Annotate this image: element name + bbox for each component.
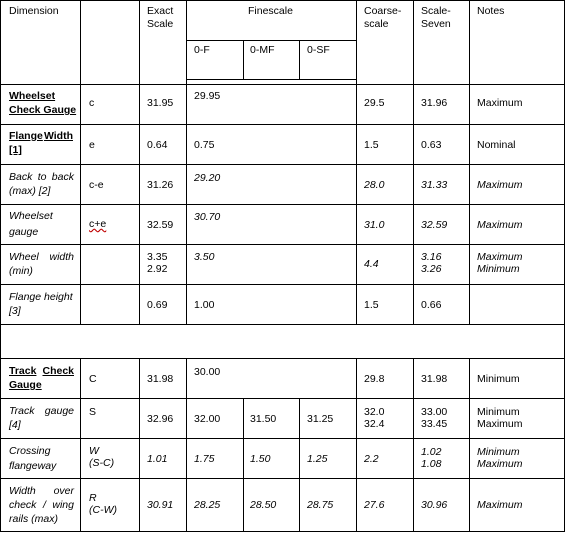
wheel-width-word2: width (49, 251, 74, 263)
table-rule (0, 438, 565, 439)
header-exact-scale-line1: Exact (147, 5, 174, 17)
flange-width-symbol: e (89, 139, 95, 151)
flange-width-label-line1 (9, 130, 73, 143)
width-over-check-notes: Maximum (477, 499, 523, 511)
header-0sf: 0-SF (307, 44, 330, 56)
table-rule (299, 398, 300, 532)
width-over-check-seven: 30.96 (421, 499, 448, 511)
crossing-notes-min: Minimum (477, 446, 520, 458)
wheelset-gauge-label-line1: Wheelset (9, 210, 53, 222)
wheelset-gauge-label-line2: gauge (9, 226, 39, 238)
track-check-finescale: 30.00 (194, 366, 221, 378)
back-to-back-label-line1 (9, 171, 74, 184)
table-rule (0, 164, 565, 165)
flange-height-seven: 0.66 (421, 299, 442, 311)
wheelset-check-notes: Maximum (477, 97, 523, 109)
header-seven-line2: Seven (421, 18, 451, 30)
table-rule (0, 358, 565, 359)
wheelset-gauge-notes: Maximum (477, 219, 523, 231)
table-rule (0, 531, 565, 532)
wheelset-check-exact: 31.95 (147, 97, 174, 109)
table-rule (0, 124, 565, 125)
wheel-width-exact-max: 3.35 (147, 251, 168, 263)
crossing-symbol-line1: W (89, 445, 99, 457)
wheelset-check-symbol: c (89, 97, 95, 109)
width-over-check-exact: 30.91 (147, 499, 174, 511)
back-to-back-exact: 31.26 (147, 179, 174, 191)
track-check-coarse: 29.8 (364, 373, 385, 385)
track-gauge-exact: 32.96 (147, 413, 174, 425)
track-check-word2: Check (42, 365, 74, 377)
crossing-seven-max: 1.08 (421, 458, 442, 470)
table-rule (0, 478, 565, 479)
table-rule (299, 40, 300, 80)
header-dimension: Dimension (9, 5, 59, 17)
header-seven-line1: Scale- (421, 5, 451, 17)
header-exact-scale-line2: Scale (147, 18, 174, 30)
flange-height-label-line1: Flange height (9, 291, 73, 303)
width-over-check-0mf: 28.50 (250, 499, 277, 511)
flange-width-label-line2: [1] (9, 144, 22, 156)
table-rule (80, 0, 81, 324)
table-rule (139, 358, 140, 532)
track-check-notes: Minimum (477, 373, 520, 385)
crossing-notes-max: Maximum (477, 458, 523, 470)
wheel-width-notes-min: Minimum (477, 263, 520, 275)
track-gauge-label-line1 (9, 405, 74, 418)
track-check-seven: 31.98 (421, 373, 448, 385)
wheel-width-seven-min: 3.26 (421, 263, 442, 275)
width-over-check-word1: Width (9, 485, 36, 497)
wheel-width-exact-min: 2.92 (147, 263, 168, 275)
track-gauge-notes-min: Minimum (477, 406, 520, 418)
track-gauge-0mf: 31.50 (250, 413, 277, 425)
back-to-back-seven: 31.33 (421, 179, 448, 191)
header-finescale: Finescale (248, 5, 293, 17)
width-over-check-coarse: 27.6 (364, 499, 385, 511)
wheelset-check-label-line2: Check Gauge (9, 104, 77, 116)
wheelset-gauge-finescale: 30.70 (194, 211, 221, 223)
track-gauge-notes-max: Maximum (477, 418, 523, 430)
track-gauge-0f: 32.00 (194, 413, 221, 425)
flange-width-word2: Width (43, 130, 73, 142)
crossing-label-line1: Crossing (9, 445, 51, 457)
back-to-back-coarse: 28.0 (364, 179, 385, 191)
flange-width-notes: Nominal (477, 139, 516, 151)
width-over-check-0sf: 28.75 (307, 499, 334, 511)
crossing-coarse: 2.2 (364, 453, 379, 465)
width-over-check-word5: wing (52, 499, 74, 511)
track-gauge-word1: Track (9, 405, 35, 417)
wheelset-check-finescale: 29.95 (194, 90, 221, 102)
back-to-back-notes: Maximum (477, 179, 523, 191)
table-rule (80, 358, 81, 532)
wheelset-check-coarse: 29.5 (364, 97, 385, 109)
table-rule (139, 0, 140, 324)
wheel-width-label-line2: (min) (9, 265, 33, 277)
header-0mf: 0-MF (250, 44, 275, 56)
width-over-check-word4: / (42, 499, 46, 511)
table-rule (186, 40, 356, 41)
crossing-0mf: 1.50 (250, 453, 271, 465)
table-rule (0, 204, 565, 205)
track-gauge-coarse-max: 32.4 (364, 418, 385, 430)
crossing-0f: 1.75 (194, 453, 215, 465)
width-over-check-symbol-line2: (C-W) (89, 504, 117, 516)
wheel-width-word1: Wheel (9, 251, 39, 263)
flange-width-exact: 0.64 (147, 139, 168, 151)
track-gauge-label-line2: [4] (9, 419, 21, 431)
wheel-width-seven-max: 3.16 (421, 251, 442, 263)
flange-height-coarse: 1.5 (364, 299, 379, 311)
table-rule (0, 244, 565, 245)
crossing-seven-min: 1.02 (421, 446, 442, 458)
width-over-check-word3: check (9, 499, 37, 511)
width-over-check-0f: 28.25 (194, 499, 221, 511)
crossing-0sf: 1.25 (307, 453, 328, 465)
flange-height-exact: 0.69 (147, 299, 168, 311)
track-check-symbol: C (89, 373, 97, 385)
flange-height-finescale: 1.00 (194, 299, 215, 311)
table-rule (243, 40, 244, 80)
back-to-back-finescale: 29.20 (194, 172, 221, 184)
crossing-symbol-line2: (S-C) (89, 457, 115, 469)
table-rule (356, 358, 357, 532)
track-check-exact: 31.98 (147, 373, 174, 385)
track-check-word1: Track (9, 365, 37, 377)
wheelset-check-seven: 31.96 (421, 97, 448, 109)
table-rule (413, 0, 414, 324)
track-gauge-seven-max: 33.45 (421, 418, 448, 430)
table-rule (413, 358, 414, 532)
wheel-width-label-line1 (9, 251, 74, 264)
track-gauge-word2: gauge (44, 405, 74, 417)
width-over-check-label-line3: rails (max) (9, 513, 58, 525)
table-rule (0, 398, 565, 399)
track-gauge-symbol: S (89, 406, 97, 418)
table-rule (0, 324, 565, 325)
header-notes: Notes (477, 5, 505, 17)
table-rule (0, 0, 565, 1)
wheelset-gauge-coarse: 31.0 (364, 219, 385, 231)
table-rule (186, 79, 356, 80)
flange-width-coarse: 1.5 (364, 139, 379, 151)
table-rule (356, 0, 357, 324)
track-gauge-coarse-min: 32.0 (364, 406, 385, 418)
width-over-check-word2: over (53, 485, 74, 497)
back-to-back-word3: back (51, 171, 74, 183)
back-to-back-label-line2: (max) [2] (9, 185, 51, 197)
track-gauge-0sf: 31.25 (307, 413, 334, 425)
header-coarse-line2: scale (364, 18, 389, 30)
track-gauge-seven-min: 33.00 (421, 406, 448, 418)
flange-height-label-line2: [3] (9, 305, 21, 317)
table-rule (243, 398, 244, 532)
flange-width-word1: Flange (9, 130, 43, 142)
wheelset-check-label-line1: Wheelset (9, 90, 56, 102)
table-rule (0, 0, 1, 532)
back-to-back-word1: Back (9, 171, 33, 183)
table-rule (0, 284, 565, 285)
table-rule (469, 0, 470, 324)
width-over-check-label-line2 (9, 499, 74, 512)
crossing-exact: 1.01 (147, 453, 168, 465)
table-rule (469, 358, 470, 532)
wheelset-gauge-symbol: c+e (89, 218, 107, 230)
track-check-label-line2: Gauge (9, 379, 42, 391)
table-rule (0, 84, 565, 85)
header-coarse-line1: Coarse- (364, 5, 402, 17)
wheelset-gauge-seven: 32.59 (421, 219, 448, 231)
wheelset-gauge-exact: 32.59 (147, 219, 174, 231)
table-rule (186, 358, 187, 532)
width-over-check-symbol-line1: R (89, 492, 97, 504)
wheel-width-finescale: 3.50 (194, 251, 215, 263)
wheel-width-notes-max: Maximum (477, 251, 523, 263)
table-rule (186, 0, 187, 324)
track-check-label-line1 (9, 365, 74, 378)
width-over-check-label-line1 (9, 485, 74, 498)
back-to-back-word2: to (37, 171, 47, 183)
flange-width-finescale: 0.75 (194, 139, 215, 151)
wheel-width-coarse: 4.4 (364, 258, 379, 270)
crossing-label-line2: flangeway (9, 460, 57, 472)
flange-width-seven: 0.63 (421, 139, 442, 151)
header-0f: 0-F (194, 44, 210, 56)
back-to-back-symbol: c-e (89, 179, 104, 191)
